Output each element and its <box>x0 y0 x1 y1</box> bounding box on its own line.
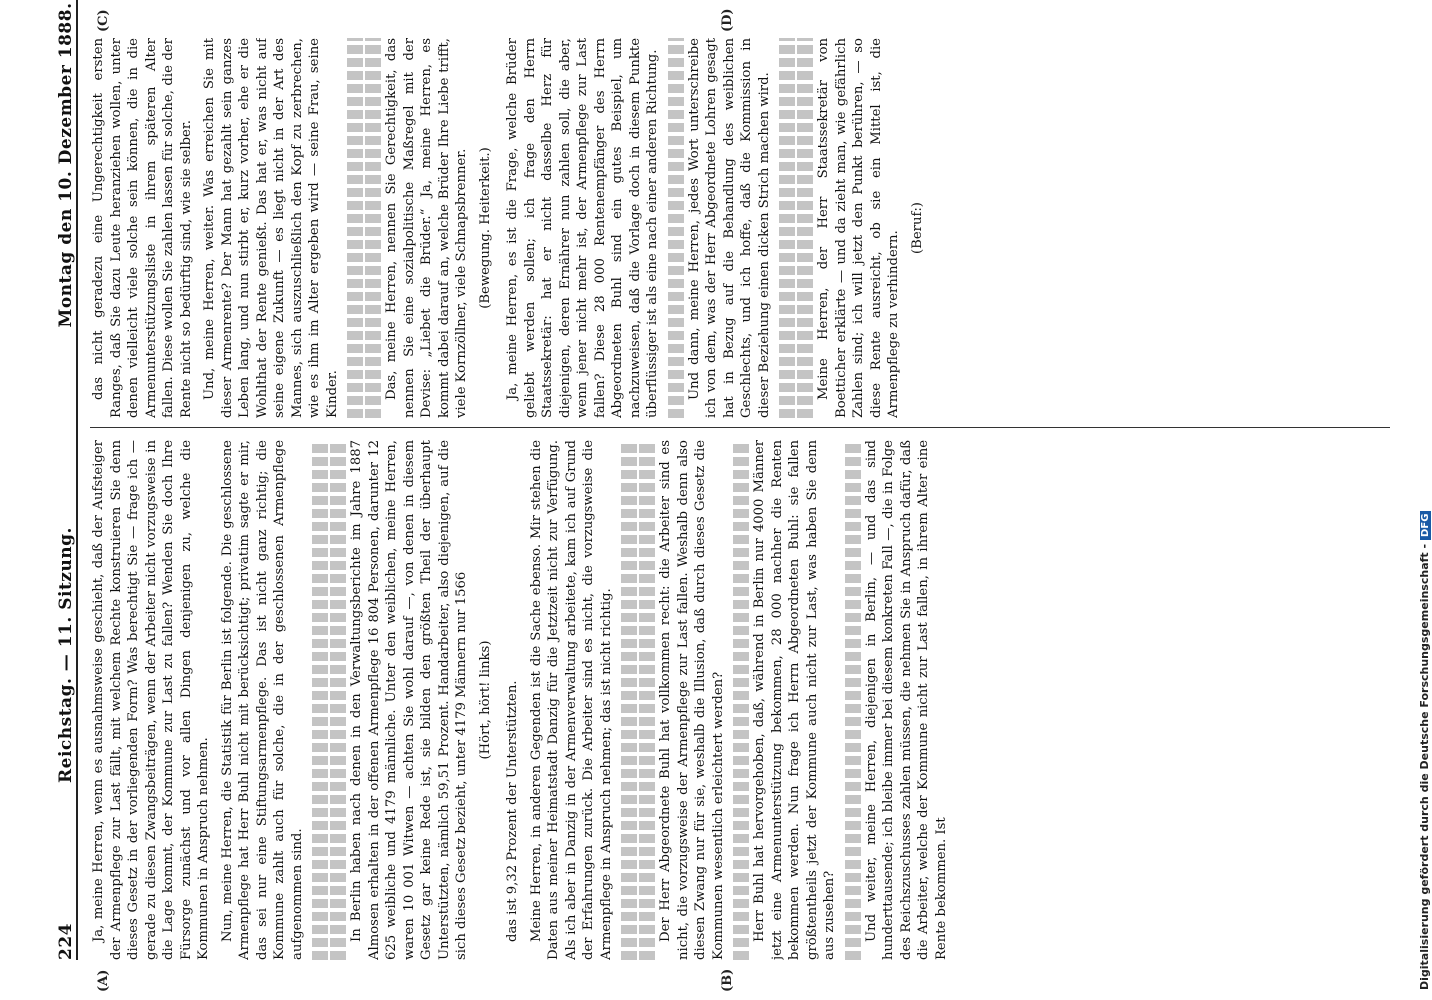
interjection: (Bewegung. Heiterkeit.) <box>477 147 493 309</box>
unclear-text-block <box>733 440 749 960</box>
unclear-text-block <box>845 440 861 960</box>
unclear-text-block <box>347 38 363 418</box>
unclear-text-block <box>330 440 346 960</box>
paragraph: Nun, meine Herren, die Statistik für Berlin ist folgende. Die geschlossene Armenpflege hat Herr Buhl nicht mit berücksichtigt; privatim sagte er mir, das sei nur eine Stiftungsarmenpflege. Das ist nicht ganz richtig; die Kommune zahlt auch für solche, die in der geschlossenen Armenpflege aufgenommen sind. <box>219 440 305 960</box>
paragraph: Meine Herren, der Herr Staatssekretär von Boetticher erklärte — und da zieht man, wie gefährlich Zahlen sind; ich will jetzt den Punkt berühren, — so diese Rente ausreicht, ob sie ein Mittel ist, die Armenpflege zu verhindern. <box>816 38 901 418</box>
header-date: Montag den 10. Dezember 1888. <box>56 2 76 328</box>
unclear-text-block <box>797 38 813 418</box>
paragraph: Das, meine Herren, nennen Sie Gerechtigkeit, das nennen Sie eine sozialpolitische Maßregel mit der Devise: „Liebet die Brüder.“ Ja, meine Herren, es kommt dabei darauf an, welche Brüder Ihre Liebe trifft, viele Kornzöllner, viele Schnapsbrenner. <box>384 38 469 418</box>
dfg-watermark <box>1418 90 1432 990</box>
paragraph: Und weiter, meine Herren, diejenigen in Berlin, — und das sind hunderttausende; ich bleibe immer bei diesem konkreten Fall —, die in Folge des Reichszuschusses zahlen müssen, die nehmen Sie in Anspruch dafür, daß die Arbeiter, welche der Kommune nicht zur Last fallen, in ihrem Alter eine Rente bekommen. Ist <box>863 440 949 960</box>
margin-mark-a: (A) <box>96 969 111 992</box>
right-column <box>90 38 1390 418</box>
unclear-text-block <box>668 38 684 418</box>
margin-mark-c: (C) <box>96 9 111 32</box>
paragraph: Und, meine Herren, weiter. Was erreichen Sie mit dieser Armenrente? Der Mann hat gezahlt sein ganzes Leben lang, und nun stirbt er, kurz vorher, ehe er die Wohlthat der Rente genießt. Das hat er, was nicht auf seine eigene Zukunft — es liegt nicht in der Art des Mannes, sich auszuschließlich den Kopf zu zerbrechen, wie es ihm im Alter ergeben wird — seine Frau, seine Kinder. <box>202 38 340 418</box>
unclear-text-block <box>621 440 637 960</box>
unclear-text-block <box>779 38 795 418</box>
margin-mark-d: (D) <box>720 8 735 32</box>
paragraph: Meine Herren, in anderen Gegenden ist die Sache ebenso. Mir stehen die Daten aus meiner Heimatstadt Danzig für die Jetztzeit nicht zur Verfügung. Als ich aber in Danzig in der Armenverwaltung arbeitete, kam ich auf Grund der Erfahrungen zurück. Die Arbeiter sind es nicht, die vorzugsweise die Armenpflege in Anspruch nehmen; das ist nicht richtig. <box>528 440 614 960</box>
dfg-logo: DFG <box>1420 511 1431 540</box>
paragraph: Herr Buhl hat hervorgehoben, daß, während in Berlin nur 4000 Männer jetzt eine Armenunterstützung bekommen, 28 000 nachher die Renten bekommen werden. Nun frage ich Herrn Abgeordneten Buhl: sie fallen größtentheils jetzt der Kommune auch nicht zur Last, was haben Sie denn aus zusehen? <box>752 440 837 960</box>
left-column <box>90 440 1390 960</box>
unclear-text-block <box>312 440 328 960</box>
margin-mark-b: (B) <box>720 968 735 992</box>
watermark-text: Digitalisierung gefördert durch die Deutsche Forschungsgemeinschaft - <box>1418 543 1431 990</box>
paragraph: Und dann, meine Herren, jedes Wort unterschreibe ich von dem, was der Herr Abgeordnete Lohren gesagt hat in Bezug auf die Behandlung des weiblichen Geschlechts, und ich hoffe, daß die Kommission in dieser Beziehung einen dicken Strich machen wird. <box>686 38 772 418</box>
paragraph: das nicht geradezu eine Ungerechtigkeit ersten Ranges, daß Sie dazu Leute heranziehen wollen, unter denen vielleicht viele solche sein können, die in die Armenunterstützungsliste in ihrem späteren Alter fallen. Diese wollen Sie zahlen lassen für solche, die der Rente nicht so bedürftig sind, wie sie selber. <box>91 38 194 418</box>
paragraph: Ja, meine Herren, es ist die Frage, welche Brüder geliebt werden sollen; ich frage den Herrn Staatssekretär: hat er nicht dasselbe Herz für diejenigen, deren Ernährer nun zahlen soll, die aber, wenn jener nicht mehr ist, der Armenpflege zur Last fallen? Diese 28 000 Rentenempfänger des Herrn Abgeordneten Buhl sind ein gutes Beispiel, um nachzuweisen, daß die Vorlage doch in diesem Punkte überflüssiger ist als eine nach einer anderen Richtung. <box>505 38 660 418</box>
column-divider <box>90 427 1390 428</box>
unclear-text-block <box>365 38 381 418</box>
page-header <box>42 0 78 960</box>
interjection: (Beruf:) <box>909 202 925 254</box>
page-number: 224 <box>56 923 76 960</box>
unclear-text-block <box>639 440 655 960</box>
paragraph: In Berlin haben nach denen in den Verwaltungsberichte im Jahre 1887 Almosen erhalten in der offenen Armenpflege 16 804 Personen, darunter 12 625 weibliche und 4179 männliche. Unter den weiblichen, meine Herren, waren 10 001 Witwen — achten Sie wohl darauf —, von denen in diesem Gesetz gar keine Rede ist, sie bilden den größten Theil der überhaupt Unterstützten, nämlich 59,51 Prozent. Handarbeiter, also diejenigen, auf die sich dieses Gesetz bezieht, unter 4179 Männern nur 1566 <box>349 440 469 960</box>
paragraph: das ist 9,32 Prozent der Unterstützten. <box>505 680 520 942</box>
paragraph: Ja, meine Herren, wenn es ausnahmsweise geschieht, daß der Aufsteiger der Armenpflege zur Last fällt, mit welchem Rechte konstruieren Sie denn dieses Gesetz in der vorliegenden Form? Was berechtigt Sie — frage ich — gerade zu diesen Zwangsbeiträgen, wenn der Arbeiter nicht vorzugsweise in die Lage kommt, der Kommune zur Last zu fallen? Wenden Sie doch Ihre Fürsorge zunächst und vor allen Dingen denjenigen zu, welche die Kommunen in Anspruch nehmen. <box>91 440 211 960</box>
paragraph: Der Herr Abgeordnete Buhl hat vollkommen recht: die Arbeiter sind es nicht, die vorzugsweise der Armenpflege zur Last fallen. Weshalb denn also diesen Zwang nur für sie, weshalb die Illusion, daß durch dieses Gesetz die Kommunen wesentlich erleichtert werden? <box>658 440 726 960</box>
interjection: (Hört, hört! links) <box>477 640 493 760</box>
header-session: Reichstag. — 11. Sitzung. <box>56 527 76 783</box>
